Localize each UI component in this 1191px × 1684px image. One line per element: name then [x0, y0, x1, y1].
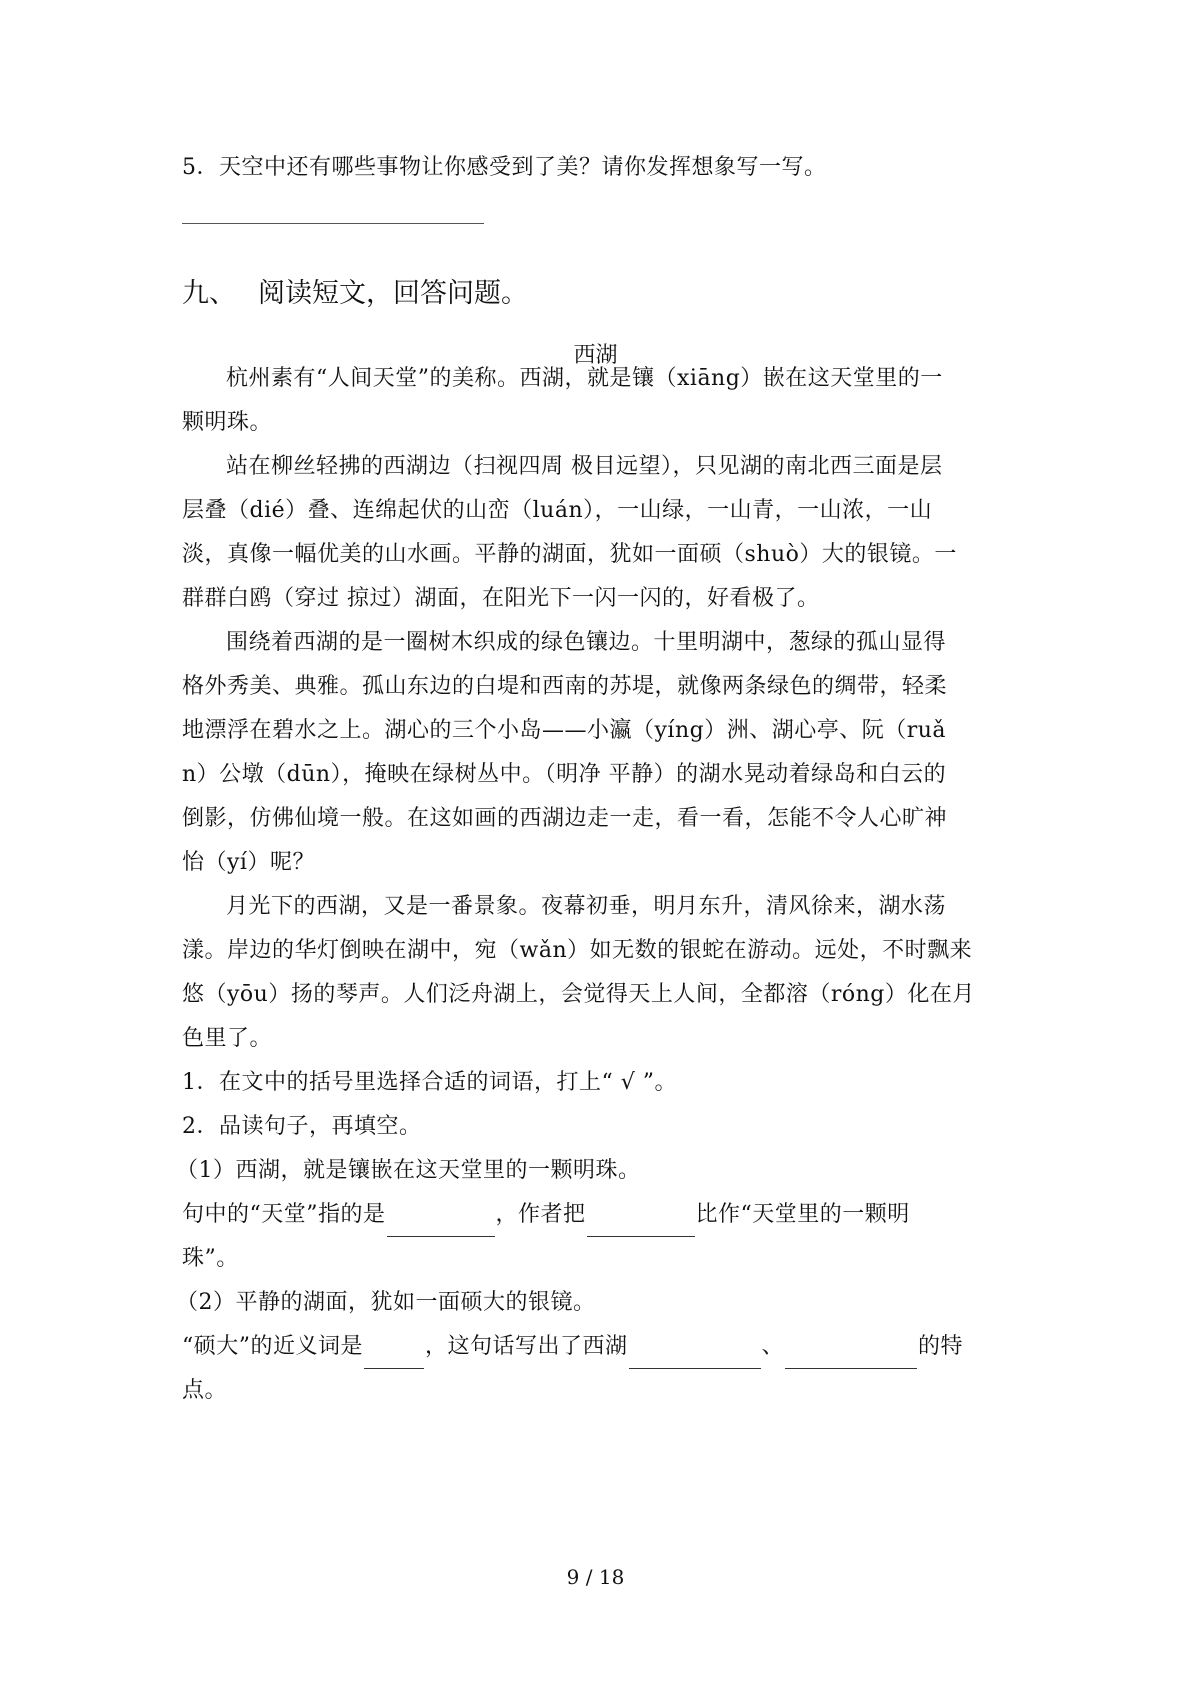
- question-5: 5．天空中还有哪些事物让你感受到了美？请你发挥想象写一写。: [182, 155, 827, 180]
- answer-blank-compared[interactable]: [587, 1210, 695, 1237]
- article-title: 西湖: [573, 343, 618, 368]
- article-line-13: 月光下的西湖，又是一番景象。夜幕初垂，明月东升，清风徐来，湖水荡: [226, 894, 947, 919]
- answer-blank-synonym[interactable]: [364, 1342, 424, 1369]
- article-line-10: n）公墩（dūn），掩映在绿树丛中。（明净 平静）的湖水晃动着绿岛和白云的: [182, 762, 947, 787]
- fill-text-2a: “硕大”的近义词是: [182, 1334, 363, 1359]
- article-line-7: 围绕着西湖的是一圈树木织成的绿色镶边。十里明湖中，葱绿的孤山显得: [226, 630, 947, 655]
- article-line-12: 怡（yí）呢？: [182, 850, 315, 875]
- article-line-6: 群群白鸥（穿过 掠过）湖面，在阳光下一闪一闪的，好看极了。: [182, 586, 820, 611]
- article-line-9: 地漂浮在碧水之上。湖心的三个小岛——小瀛（yíng）洲、湖心亭、阮（ruǎ: [182, 718, 947, 743]
- fill-text-1a: 句中的“天堂”指的是: [182, 1202, 386, 1227]
- article-line-11: 倒影，仿佛仙境一般。在这如画的西湖边走一走，看一看，怎能不令人心旷神: [182, 806, 948, 831]
- section-title: 阅读短文，回答问题。: [258, 278, 528, 309]
- fill-text-2c: 、: [761, 1334, 785, 1359]
- section-heading: [182, 274, 528, 314]
- section-number: 九、: [182, 278, 236, 309]
- article-line-3: 站在柳丝轻拂的西湖边（扫视四周 极目远望），只见湖的南北西三面是层: [226, 454, 943, 479]
- page-number: 9 / 18: [566, 1565, 625, 1589]
- answer-blank-feature-1[interactable]: [629, 1342, 761, 1369]
- article-line-4: 层叠（dié）叠、连绵起伏的山峦（luán），一山绿，一山青，一山浓，一山: [182, 498, 933, 523]
- article-line-8: 格外秀美、典雅。孤山东边的白堤和西南的苏堤，就像两条绿色的绸带，轻柔: [182, 674, 948, 699]
- article-line-15: 悠（yōu）扬的琴声。人们泛舟湖上，会觉得天上人间，全都溶（róng）化在月: [182, 982, 975, 1007]
- article-line-14: 漾。岸边的华灯倒映在湖中，宛（wǎn）如无数的银蛇在游动。远处，不时飘来: [182, 938, 973, 963]
- fill-text-2d: 的特: [918, 1334, 964, 1359]
- article-line-16: 色里了。: [182, 1026, 273, 1051]
- fill-text-2b: ，这句话写出了西湖: [425, 1334, 628, 1359]
- fill-line-2: [182, 1325, 1022, 1369]
- fill-line-1: [182, 1193, 1022, 1237]
- fill-text-1b: ，作者把: [495, 1202, 586, 1227]
- answer-line-q5: [182, 223, 484, 224]
- question-2: 2．品读句子，再填空。: [182, 1114, 422, 1139]
- article-line-2: 颗明珠。: [182, 410, 273, 435]
- article-line-1: 杭州素有“人间天堂”的美称。西湖，就是镶（xiāng）嵌在这天堂里的一: [226, 366, 943, 391]
- article-line-5: 淡，真像一幅优美的山水画。平静的湖面，犹如一面硕（shuò）大的银镜。一: [182, 542, 957, 567]
- answer-blank-feature-2[interactable]: [785, 1342, 917, 1369]
- sentence-1: （1）西湖，就是镶嵌在这天堂里的一颗明珠。: [176, 1158, 641, 1183]
- question-1: 1．在文中的括号里选择合适的词语，打上“ √ ”。: [182, 1070, 677, 1095]
- fill-line-2-cont: 点。: [182, 1378, 228, 1403]
- fill-line-1-cont: 珠”。: [182, 1246, 239, 1271]
- sentence-2: （2）平静的湖面，犹如一面硕大的银镜。: [176, 1290, 596, 1315]
- fill-text-1c: 比作“天堂里的一颗明: [695, 1202, 910, 1227]
- answer-blank-heaven[interactable]: [387, 1210, 495, 1237]
